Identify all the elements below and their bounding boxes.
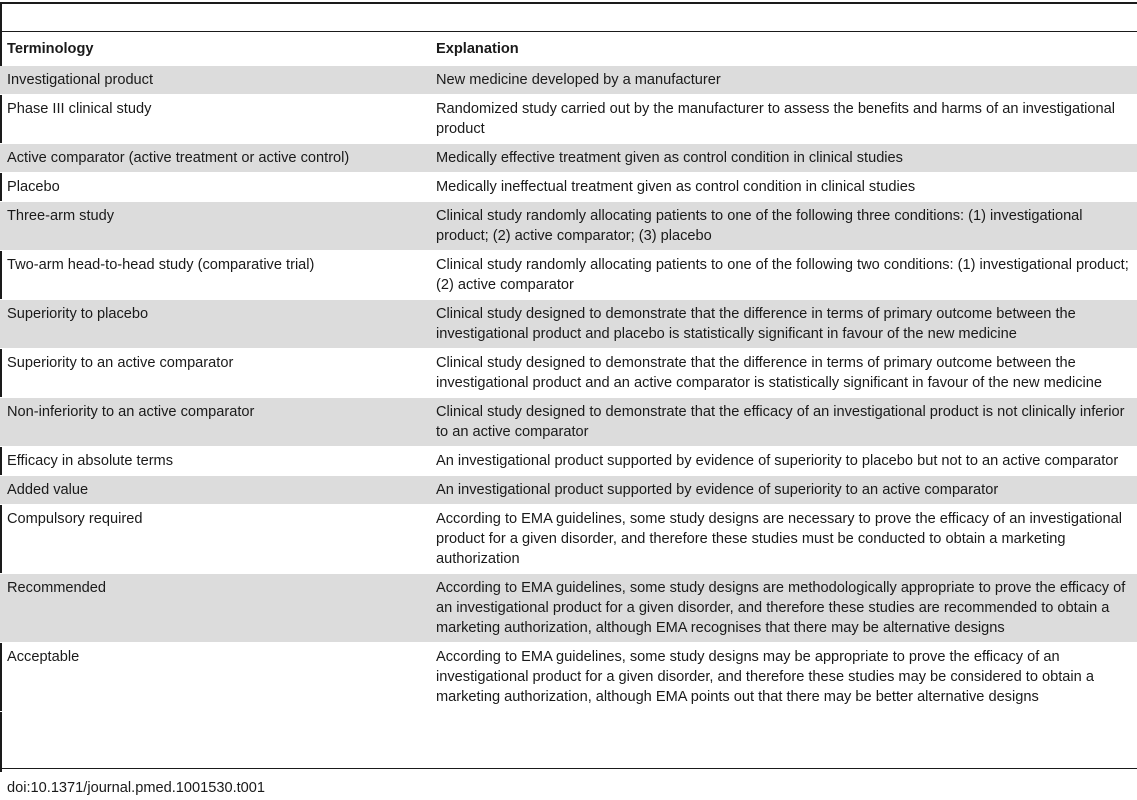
explanation-cell: Clinical study designed to demonstrate that the efficacy of an investigational product is not clinically inferior to an active comparator — [429, 398, 1137, 447]
explanation-cell: An investigational product supported by evidence of superiority to placebo but not to an active comparator — [429, 447, 1137, 476]
table-row — [0, 574, 1137, 643]
table-row — [0, 505, 1137, 574]
explanation-cell: Medically effective treatment given as control condition in clinical studies — [429, 144, 1137, 173]
explanation-cell: Randomized study carried out by the manufacturer to assess the benefits and harms of an investigational product — [429, 95, 1137, 144]
header-terminology: Terminology — [7, 41, 94, 57]
table-row — [0, 144, 1137, 173]
explanation-cell: Clinical study designed to demonstrate that the difference in terms of primary outcome between the investigational product and an active comparator is statistically significant in favour of the new medicine — [429, 349, 1137, 398]
explanation-cell: Clinical study randomly allocating patients to one of the following three conditions: (1) investigational product; (2) active comparator; (3) placebo — [429, 202, 1137, 251]
table-row — [0, 398, 1137, 447]
header-explanation: Explanation — [436, 41, 519, 57]
table-row — [0, 643, 1137, 712]
table-bottom-rule — [0, 768, 1137, 769]
term-cell: Added value — [0, 476, 429, 505]
term-cell: Acceptable — [0, 643, 429, 712]
table-row — [0, 251, 1137, 300]
table-row — [0, 173, 1137, 202]
explanation-cell: According to EMA guidelines, some study designs may be appropriate to prove the efficacy of an investigational product for a given disorder, and therefore these studies may be considered to obtain a marketing authorization, although EMA points out that there may be better alternative designs — [429, 643, 1137, 712]
table-row — [0, 300, 1137, 349]
term-cell: Recommended — [0, 574, 429, 643]
term-cell: Phase III clinical study — [0, 95, 429, 144]
table-row — [0, 202, 1137, 251]
explanation-cell: Clinical study designed to demonstrate that the difference in terms of primary outcome between the investigational product and placebo is statistically significant in favour of the new medicine — [429, 300, 1137, 349]
doi-caption: doi:10.1371/journal.pmed.1001530.t001 — [7, 780, 266, 796]
term-cell: Superiority to an active comparator — [0, 349, 429, 398]
explanation-cell: New medicine developed by a manufacturer — [429, 66, 1137, 95]
term-cell: Compulsory required — [0, 505, 429, 574]
table-row — [0, 66, 1137, 95]
table-row — [0, 447, 1137, 476]
explanation-cell: According to EMA guidelines, some study designs are necessary to prove the efficacy of an investigational product for a given disorder, and therefore these studies must be conducted to obtain a marketing authorization — [429, 505, 1137, 574]
table-body — [0, 66, 1137, 712]
term-cell: Investigational product — [0, 66, 429, 95]
terminology-table — [0, 32, 1137, 712]
table-row — [0, 349, 1137, 398]
explanation-cell: An investigational product supported by evidence of superiority to an active comparator — [429, 476, 1137, 505]
table-row — [0, 95, 1137, 144]
term-cell: Efficacy in absolute terms — [0, 447, 429, 476]
explanation-cell: Clinical study randomly allocating patients to one of the following two conditions: (1) investigational product; (2) active comparator — [429, 251, 1137, 300]
term-cell: Two-arm head-to-head study (comparative trial) — [0, 251, 429, 300]
term-cell: Active comparator (active treatment or active control) — [0, 144, 429, 173]
table-top-rule — [0, 2, 1137, 4]
header-row — [0, 32, 1137, 66]
term-cell: Superiority to placebo — [0, 300, 429, 349]
term-cell: Three-arm study — [0, 202, 429, 251]
explanation-cell: Medically ineffectual treatment given as control condition in clinical studies — [429, 173, 1137, 202]
explanation-cell: According to EMA guidelines, some study designs are methodologically appropriate to prove the efficacy of an investigational product for a given disorder, and therefore these studies are recommended to obtain a marketing authorization, although EMA recognises that there may be alternative designs — [429, 574, 1137, 643]
table-row — [0, 476, 1137, 505]
term-cell: Placebo — [0, 173, 429, 202]
term-cell: Non-inferiority to an active comparator — [0, 398, 429, 447]
